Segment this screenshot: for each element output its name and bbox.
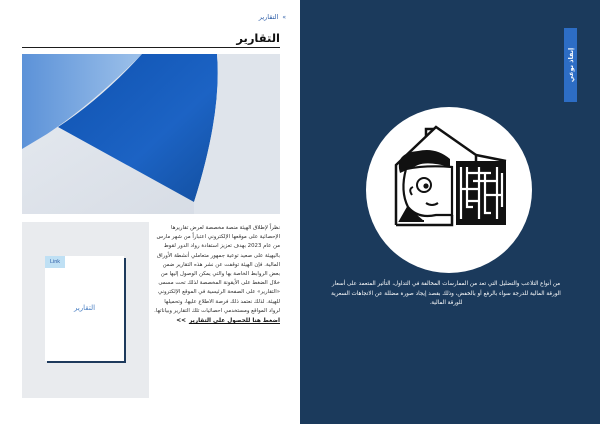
section-tab-label: إنفاذ نوعي (566, 47, 575, 83)
get-reports-link-label[interactable]: اضغط هنا للحصول على التقارير (189, 318, 280, 324)
illustration-caption: من أنواع التلاعب والتضليل التي تعد من الممارسات المخالفة في التداول، التأثير المتعمد على أسعار الورقة المالية للدرجة سواء بالرفع أو بالخفض، وذلك بقصد إيجاد صورة مضللة عن الاتجاهات السعرية للورقة المالية. (331, 281, 561, 306)
article-description: نظراً لإطلاق الهيئة منصة مخصصة لعرض تقاريرها الإحصائية على موقعها الإلكتروني اعتباراً من شهر مارس من عام 2023 بهدف تعزيز استفادة رواد الدور لقوط باليهيئة على صعيد توعية جمهور متعاملي أنشطة الأوراق المالية. فإن الهيئة توقفت عن نشر هذه التقارير ضمن بعض الروابط الخاصة بها والتي يمكن الوصول إليها من خلال الضغط على الأيقونة المخصصة لذلك تحت مسمى «التقارير» على الصفحة الرئيسية في الموقع الإلكتروني للهيئة. لذلك نعتمد ذلك فرصة الاطلاع عليها، وتحميلها لرواد المواقع ومستخدمي احصائيات تلك التقارير وبياناتها. (154, 225, 280, 314)
breadcrumb[interactable] (226, 12, 286, 22)
get-reports-link[interactable] (152, 317, 280, 325)
blue-paper-fold-image (22, 54, 280, 214)
right-page (300, 0, 600, 424)
illustration-circle (366, 107, 532, 273)
page-title: التقارير (236, 31, 280, 45)
title-divider (22, 47, 280, 48)
breadcrumb-label[interactable]: التقارير (258, 13, 279, 21)
report-thumbnail-page[interactable] (45, 256, 124, 361)
face-maze-house-icon (366, 107, 532, 273)
section-tab[interactable] (564, 28, 577, 102)
double-chevron-icon: » (282, 14, 286, 21)
link-tag[interactable]: Link (45, 256, 65, 268)
report-thumbnail-label: التقارير (73, 304, 96, 312)
double-arrow-icon: >> (176, 318, 186, 324)
hero-image (22, 54, 280, 214)
